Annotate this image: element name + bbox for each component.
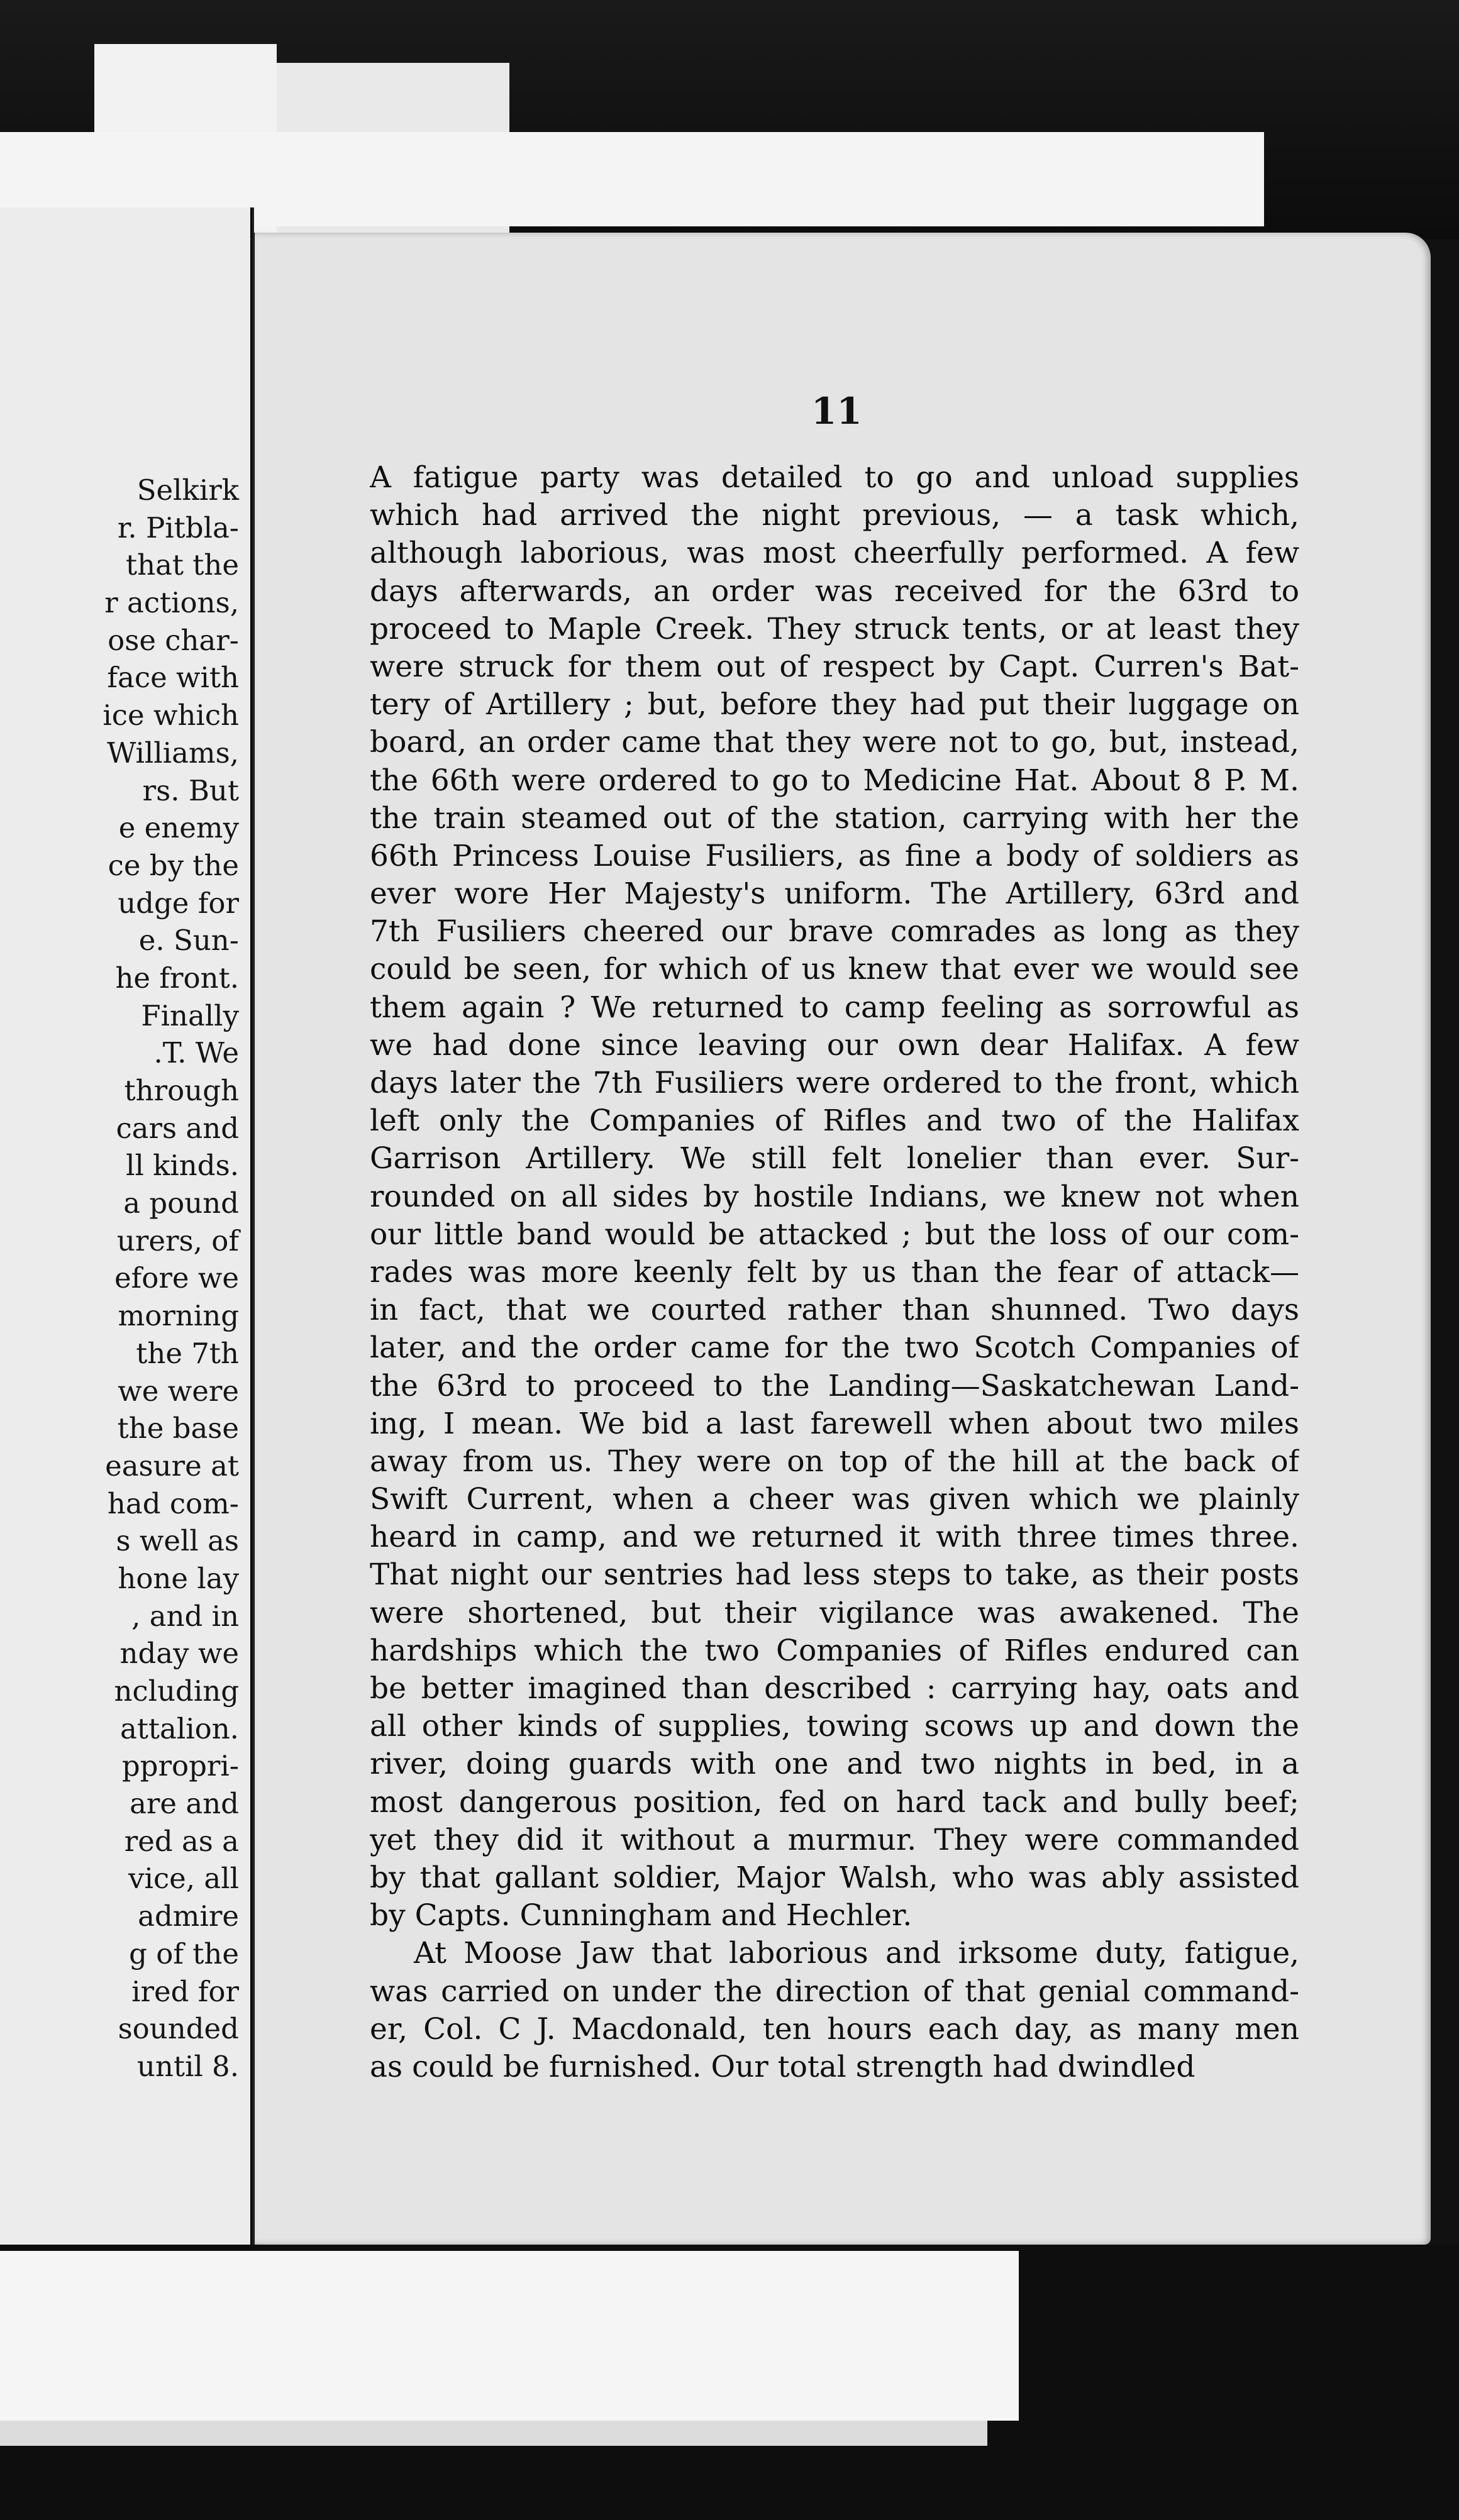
previous-page-line: e enemy: [118, 811, 239, 845]
previous-page-line: Selkirk: [136, 473, 239, 507]
text-line: our little band would be attacked ; but the loss of our com-: [370, 1217, 1299, 1252]
text-line: the 66th were ordered to go to Medicine Hat. About 8 P. M.: [370, 763, 1299, 798]
previous-page-line: ose char-: [108, 623, 239, 657]
text-line: days afterwards, an order was received for the 63rd to: [370, 573, 1299, 609]
previous-page-line: Finally: [141, 998, 239, 1032]
previous-page-line: ice which: [103, 699, 239, 732]
previous-page-line: vice, all: [128, 1862, 239, 1896]
text-line: er, Col. C J. Macdonald, ten hours each day, as many men: [370, 2011, 1299, 2047]
previous-page: [0, 207, 254, 2314]
text-line: That night our sentries had less steps to take, as their posts: [370, 1557, 1299, 1593]
previous-page-line: ll kinds.: [126, 1149, 239, 1183]
text-line: At Moose Jaw that laborious and irksome duty, fatigue,: [414, 1936, 1299, 1971]
text-line: by that gallant soldier, Major Walsh, who was ably assisted: [370, 1860, 1299, 1895]
text-line: board, an order came that they were not to go, but, instead,: [370, 725, 1299, 760]
previous-page-line: morning: [118, 1299, 239, 1333]
previous-page-line: are and: [130, 1787, 239, 1821]
previous-page-line: ce by the: [108, 848, 239, 882]
previous-page-line: udge for: [118, 886, 239, 920]
text-line: all other kinds of supplies, towing scows up and down the: [370, 1709, 1299, 1744]
previous-page-line: Williams,: [107, 736, 239, 770]
text-line: we had done since leaving our own dear Halifax. A few: [370, 1027, 1299, 1063]
text-line: tery of Artillery ; but, before they had put their luggage on: [370, 687, 1299, 722]
text-line: rades was more keenly felt by us than the fear of attack—: [370, 1254, 1299, 1290]
text-line: ever wore Her Majesty's uniform. The Artillery, 63rd and: [370, 876, 1299, 912]
page-edge: [250, 207, 252, 2314]
previous-page-line: attalion.: [120, 1711, 239, 1745]
text-line: A fatigue party was detailed to go and unload supplies: [370, 460, 1299, 495]
previous-page-line: through: [124, 1074, 239, 1107]
text-line: the train steamed out of the station, carrying with her the: [370, 800, 1299, 836]
previous-page-line: ired for: [131, 1974, 239, 2008]
previous-page-line: that the: [126, 548, 239, 582]
previous-page-line: r. Pitbla-: [117, 511, 239, 544]
previous-page-line: , and in: [131, 1599, 239, 1633]
text-line: away from us. They were on top of the hill at the back of: [370, 1444, 1299, 1479]
text-line: by Capts. Cunningham and Hechler.: [370, 1898, 913, 1933]
previous-page-text: [0, 472, 239, 2086]
previous-page-line: cars and: [116, 1111, 239, 1145]
previous-page-line: we were: [118, 1374, 239, 1408]
text-line: yet they did it without a murmur. They were commanded: [370, 1822, 1299, 1857]
previous-page-line: .T. We: [153, 1036, 239, 1070]
previous-page-line: he front.: [115, 961, 239, 995]
text-line: 7th Fusiliers cheered our brave comrades as long as they: [370, 914, 1299, 949]
previous-page-line: urers, of: [116, 1224, 239, 1257]
previous-page-line: rs. But: [142, 773, 239, 807]
text-line: could be seen, for which of us knew that ever we would see: [370, 952, 1299, 987]
text-line: were struck for them out of respect by Capt. Curren's Bat-: [370, 649, 1299, 684]
text-line: the 63rd to proceed to the Landing—Saskatchewan Land-: [370, 1368, 1299, 1403]
text-line: as could be furnished. Our total strength had dwindled: [370, 2049, 1195, 2084]
page-number: 11: [811, 390, 862, 433]
previous-page-line: efore we: [114, 1261, 239, 1295]
previous-page-line: admire: [138, 1899, 239, 1933]
text-line: left only the Companies of Rifles and two of the Halifax: [370, 1103, 1299, 1139]
text-line: ing, I mean. We bid a last farewell when about two miles: [370, 1406, 1299, 1441]
text-line: Swift Current, when a cheer was given which we plainly: [370, 1482, 1299, 1517]
text-line: rounded on all sides by hostile Indians, we knew not when: [370, 1179, 1299, 1214]
previous-page-line: ppropri-: [121, 1749, 239, 1783]
previous-page-line: r actions,: [104, 586, 239, 620]
text-line: Garrison Artillery. We still felt lonelier than ever. Sur-: [370, 1141, 1299, 1176]
previous-page-line: face with: [107, 661, 239, 695]
previous-page-line: the 7th: [136, 1336, 239, 1370]
text-line: was carried on under the direction of that genial command-: [370, 1974, 1299, 2009]
previous-page-line: a pound: [123, 1186, 239, 1220]
previous-page-line: hone lay: [118, 1561, 239, 1595]
text-line: which had arrived the night previous, — a task which,: [370, 498, 1299, 533]
previous-page-line: g of the: [129, 1937, 239, 1970]
paper-strip: [0, 2421, 987, 2446]
text-line: later, and the order came for the two Scotch Companies of: [370, 1330, 1299, 1366]
text-line: river, doing guards with one and two nights in bed, in a: [370, 1747, 1299, 1782]
previous-page-line: until 8.: [136, 2049, 239, 2083]
previous-page-line: nday we: [119, 1637, 239, 1671]
text-line: be better imagined than described : carrying hay, oats and: [370, 1671, 1299, 1706]
previous-page-line: ncluding: [114, 1674, 239, 1708]
text-line: heard in camp, and we returned it with three times three.: [370, 1520, 1299, 1555]
paper-strip: [0, 2251, 1019, 2421]
text-line: proceed to Maple Creek. They struck tents, or at least they: [370, 611, 1299, 646]
text-line: were shortened, but their vigilance was awakened. The: [370, 1595, 1299, 1630]
previous-page-line: red as a: [124, 1824, 239, 1858]
page-body-text: [370, 459, 1299, 2086]
text-line: 66th Princess Louise Fusiliers, as fine a body of soldiers as: [370, 838, 1299, 873]
text-line: days later the 7th Fusiliers were ordered to the front, which: [370, 1066, 1299, 1100]
text-line: most dangerous position, fed on hard tack and bully beef;: [370, 1784, 1299, 1820]
text-line: them again ? We returned to camp feeling as sorrowful as: [370, 990, 1299, 1025]
previous-page-line: s well as: [116, 1524, 239, 1558]
previous-page-line: had com-: [107, 1486, 239, 1520]
text-line: although laborious, was most cheerfully performed. A few: [370, 536, 1299, 571]
previous-page-line: e. Sun-: [138, 924, 239, 958]
previous-page-line: sounded: [118, 2012, 239, 2046]
previous-page-line: easure at: [105, 1449, 239, 1483]
text-line: hardships which the two Companies of Rifles endured can: [370, 1633, 1299, 1668]
text-line: in fact, that we courted rather than shunned. Two days: [370, 1293, 1299, 1328]
previous-page-line: the base: [117, 1412, 239, 1445]
